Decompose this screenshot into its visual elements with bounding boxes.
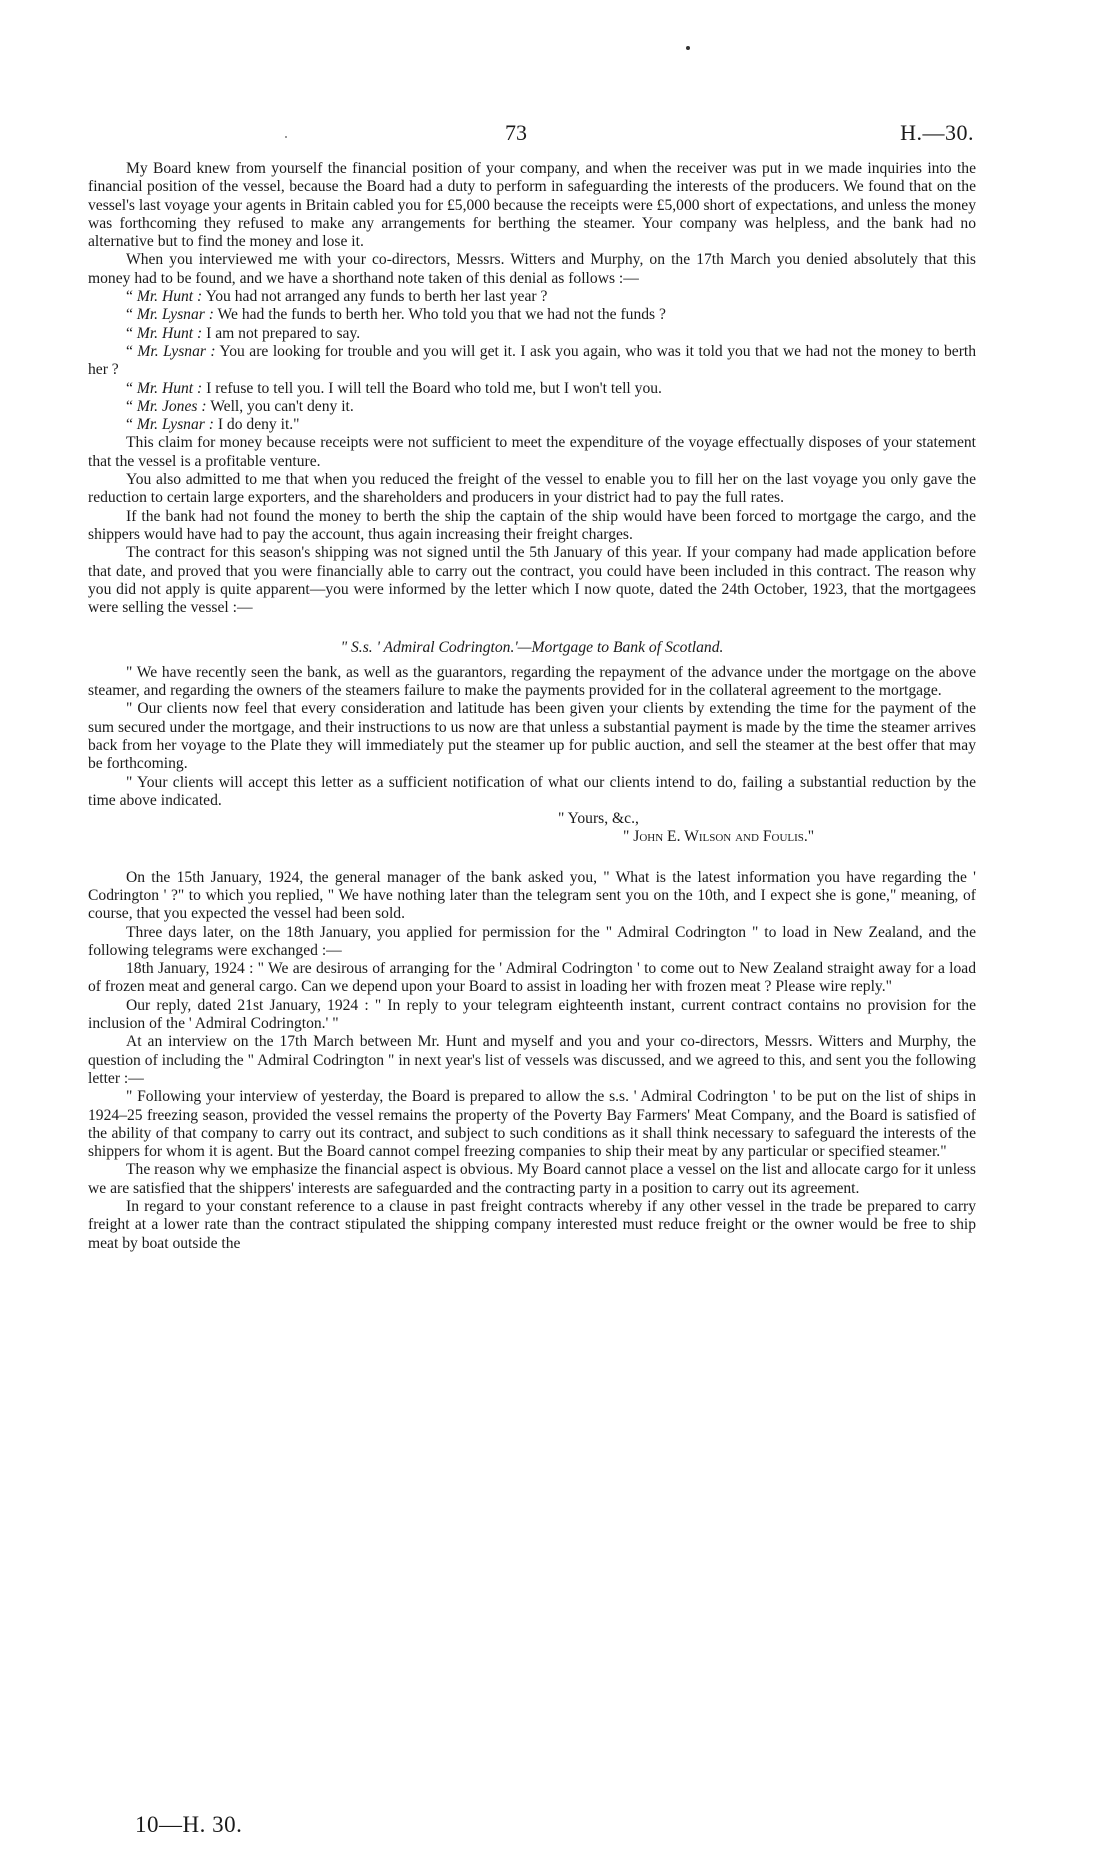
speaker: Mr. Hunt :: [136, 379, 203, 397]
paragraph: The contract for this season's shipping was not signed until the 5th January of this year. If your company had made application before that date, and proved that you were financially able to carry out the contract, you could have been included in this contract. The reason why you did not apply is quite apparent—you were informed by the letter which I now quote, dated the 24th October, 1923, that the mortgagees were selling the vessel :—: [88, 544, 976, 617]
speaker: Mr. Lysnar :: [136, 416, 214, 434]
signature-reference: 10—H. 30.: [135, 1812, 243, 1837]
speaker: Mr. Jones :: [136, 397, 207, 415]
utterance: You had not arranged any funds to berth her last year ?: [205, 288, 548, 306]
dialogue-line: “ Mr. Lysnar : I do deny it.": [126, 416, 300, 434]
utterance: Well, you can't deny it.: [210, 397, 354, 415]
paragraph: The reason why we emphasize the financial aspect is obvious. My Board cannot place a vessel on the list and allocate cargo for it unless we are satisfied that the shippers' interests are safeguarded and the contracting party in a position to carry out its agreement.: [88, 1161, 976, 1197]
quoted-letter-text: " Following your interview of yesterday, the Board is prepared to allow the s.s. ' Admiral Codrington ' to be put on the list of ships in 1924–25 freezing season, provided the vessel remains the property of the Poverty Bay Farmers' Meat Company, and the Board is satisfied of the ability of that company to carry out its contract, and subject to such conditions as it shall think necessary to safeguard the interests of the shippers for whom it is agent. But the Board cannot compel freezing companies to ship their meat by any particular or specified steamer.": [88, 1088, 976, 1161]
dialogue-line: “ Mr. Lysnar : We had the funds to berth her. Who told you that we had not the funds ?: [126, 306, 666, 324]
speaker: Mr. Lysnar :: [137, 342, 216, 360]
utterance: We had the funds to berth her. Who told you that we had not the funds ?: [217, 306, 666, 324]
document-body: [88, 160, 976, 1253]
paragraph: My Board knew from yourself the financial position of your company, and when the receiver was put in we made inquiries into the financial position of the vessel, because the Board had a duty to perform in safeguarding the interests of the producers. We found that on the vessel's last voyage your agents in Britain cabled you for £5,000 because the receipts were £5,000 short of expectations, and unless the money was forthcoming they refused to make any arrangements for berthing the steamer. Your company was helpless, and the bank had no alternative but to find the money and lose it.: [88, 160, 976, 251]
letter-paragraph: " We have recently seen the bank, as well as the guarantors, regarding the repayment of the advance under the mortgage on the above steamer, and regarding the owners of the steamers failure to make the payments provided for in the collateral agreement to the mortgage.: [88, 663, 976, 700]
print-speck: [686, 46, 690, 50]
telegram-reply: Our reply, dated 21st January, 1924 : " In reply to your telegram eighteenth instant, current contract contains no provision for the inclusion of the ' Admiral Codrington.' ": [88, 996, 976, 1033]
paragraph: This claim for money because receipts were not sufficient to meet the expenditure of the voyage effectually disposes of your statement that the vessel is a profitable venture.: [88, 434, 976, 470]
quoted-letter: [88, 664, 976, 847]
dialogue-line: “ Mr. Hunt : I refuse to tell you. I will tell the Board who told me, but I won't tell you.: [126, 379, 662, 397]
utterance: I refuse to tell you. I will tell the Board who told me, but I won't tell you.: [206, 379, 662, 397]
paragraph: On the 15th January, 1924, the general manager of the bank asked you, " What is the latest information you have regarding the ' Codrington ' ?" to which you replied, " We have nothing later than the telegram sent you on the 10th, and I expect she is gone," meaning, of course, that you expected the vessel had been sold.: [88, 868, 976, 923]
page-header: [0, 120, 1114, 150]
paragraph: In regard to your constant reference to a clause in past freight contracts whereby if any other vessel in the trade be prepared to carry freight at a lower rate than the contract stipulated the shipping company interested must reduce freight or the owner would be free to ship meat by boat outside the: [88, 1198, 976, 1252]
dialogue-line: “ Mr. Lysnar : You are looking for trouble and you will get it. I ask you again, who was it told you that we had not the money to berth her ?: [88, 342, 977, 379]
letter-paragraph: " Our clients now feel that every consideration and latitude has been given your clients by extending the time for the payment of the sum secured under the mortgage, and their instructions to us now are that unless a substantial payment is made by the time the steamer arrives back from her voyage to the Plate they will immediately put the steamer up for public auction, and sell the steamer at the best offer that may be forthcoming.: [88, 700, 976, 773]
paragraph: At an interview on the 17th March between Mr. Hunt and myself and you and your co-directors, Messrs. Witters and Murphy, the question of including the " Admiral Codrington " in next year's list of vessels was discussed, and we agreed to this, and sent you the following letter :—: [88, 1033, 976, 1087]
paragraph: You also admitted to me that when you reduced the freight of the vessel to enable you to fill her on the last voyage you only gave the reduction to certain large exporters, and the shareholders and producers in your district had to pay the full rates.: [88, 471, 976, 507]
telegram: 18th January, 1924 : " We are desirous of arranging for the ' Admiral Codrington ' to come out to New Zealand straight away for a load of frozen meat and general cargo. Can we depend upon your Board to assist in loading her with frozen meat ? Please wire reply.": [88, 960, 976, 996]
speaker: Mr. Lysnar :: [136, 306, 214, 324]
paragraph: When you interviewed me with your co-directors, Messrs. Witters and Murphy, on the 17th March you denied absolutely that this money had to be found, and we have a shorthand note taken of this denial as follows :—: [88, 251, 976, 287]
signature-name: " John E. Wilson and Foulis.": [623, 828, 815, 846]
page-number: 73: [505, 120, 527, 145]
report-reference: H.—30.: [900, 120, 974, 145]
signature-closing: " Yours, &c.,: [558, 810, 639, 828]
spacer: [88, 847, 976, 869]
paragraph: If the bank had not found the money to berth the ship the captain of the ship would have been forced to mortgage the cargo, and the shippers would have had to pay the account, thus again increasing their freight charges.: [88, 507, 976, 543]
dialogue-line: “ Mr. Jones : Well, you can't deny it.: [126, 397, 354, 415]
letter-caption: " S.s. ' Admiral Codrington.'—Mortgage to Bank of Scotland.: [340, 639, 724, 657]
paragraph: Three days later, on the 18th January, you applied for permission for the " Admiral Codrington " to load in New Zealand, and the following telegrams were exchanged :—: [88, 923, 976, 959]
letter-paragraph: " Your clients will accept this letter as a sufficient notification of what our clients intend to do, failing a substantial reduction by the time above indicated.: [88, 773, 976, 809]
dialogue-line: “ Mr. Hunt : I am not prepared to say.: [126, 324, 361, 342]
speaker: Mr. Hunt :: [136, 324, 203, 342]
shorthand-transcript: [88, 288, 976, 434]
dialogue-line: “ Mr. Hunt : You had not arranged any funds to berth her last year ?: [126, 288, 548, 306]
letter-signature: [88, 810, 976, 847]
speaker: Mr. Hunt :: [136, 288, 203, 306]
utterance: I do deny it.": [217, 416, 300, 434]
utterance: You are looking for trouble and you will get it. I ask you again, who was it told you that we had not the money to berth her ?: [88, 342, 977, 379]
utterance: I am not prepared to say.: [206, 324, 361, 342]
